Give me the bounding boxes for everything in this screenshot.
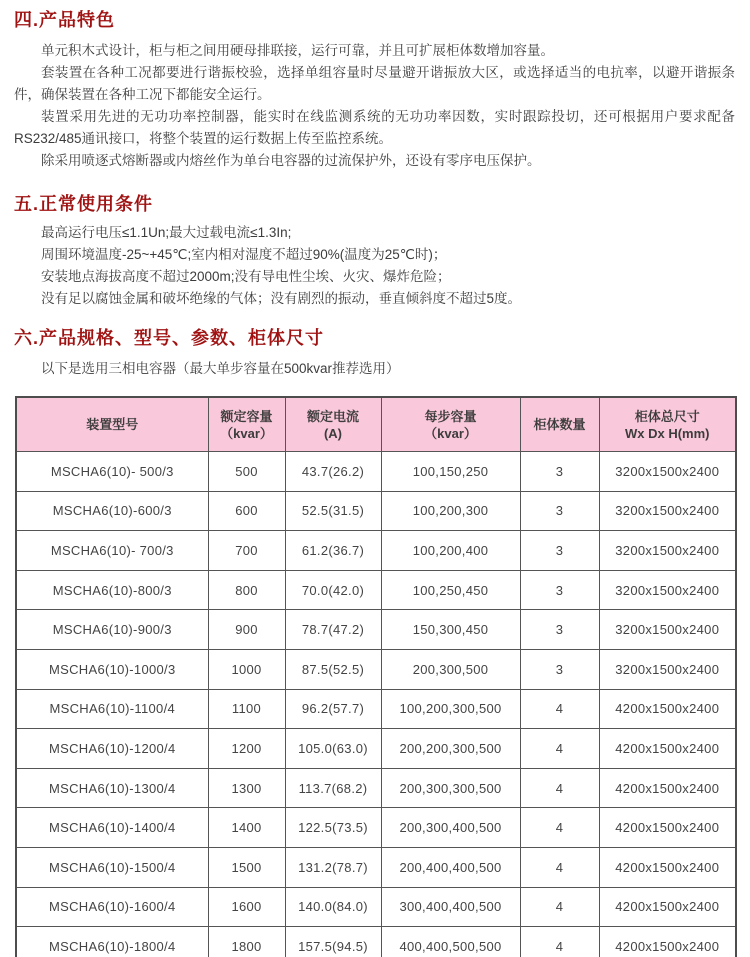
table-cell: 4 [520, 887, 599, 927]
column-header-line1: 每步容量 [424, 408, 477, 424]
table-cell: 200,200,300,500 [381, 729, 520, 769]
table-cell: 96.2(57.7) [285, 689, 381, 729]
condition-line: 安装地点海拔高度不超过2000m;没有导电性尘埃、火灾、爆炸危险； [41, 269, 451, 284]
column-header-1 [208, 397, 285, 452]
table-cell: 3200x1500x2400 [599, 610, 736, 650]
table-cell: 52.5(31.5) [285, 491, 381, 531]
table-cell: 200,400,400,500 [381, 847, 520, 887]
table-cell: MSCHA6(10)-1100/4 [16, 689, 208, 729]
table-cell: 1300 [208, 768, 285, 808]
table-cell: MSCHA6(10)-1800/4 [16, 927, 208, 957]
table-cell: 3200x1500x2400 [599, 452, 736, 492]
table-row [16, 689, 736, 729]
table-cell: 200,300,300,500 [381, 768, 520, 808]
table-cell: 1500 [208, 847, 285, 887]
table-cell: 3 [520, 491, 599, 531]
table-cell: 4 [520, 768, 599, 808]
table-cell: MSCHA6(10)-1600/4 [16, 887, 208, 927]
paragraph: 装置采用先进的无功功率控制器，能实时在线监测系统的无功功率因数，实时跟踪投切，还可根据用户要求配备RS232/485通讯接口，将整个装置的运行数据上传至监控系统。 [14, 109, 735, 146]
table-row [16, 887, 736, 927]
table-cell: MSCHA6(10)-800/3 [16, 570, 208, 610]
table-cell: 100,200,300 [381, 491, 520, 531]
column-header-line1: 柜体总尺寸 [634, 408, 700, 424]
table-cell: 4200x1500x2400 [599, 887, 736, 927]
table-cell: 4 [520, 689, 599, 729]
table-cell: MSCHA6(10)-1300/4 [16, 768, 208, 808]
table-cell: 4 [520, 729, 599, 769]
table-cell: 1600 [208, 887, 285, 927]
table-cell: 43.7(26.2) [285, 452, 381, 492]
table-cell: MSCHA6(10)- 500/3 [16, 452, 208, 492]
table-cell: 3 [520, 570, 599, 610]
table-cell: 4 [520, 927, 599, 957]
table-cell: 157.5(94.5) [285, 927, 381, 957]
table-cell: 4200x1500x2400 [599, 808, 736, 848]
table-cell: 1800 [208, 927, 285, 957]
paragraph: 除采用喷逐式熔断器或内熔丝作为单台电容器的过流保护外，还设有零序电压保护。 [41, 153, 541, 168]
column-header-5 [599, 397, 736, 452]
column-header-line1: 柜体数量 [533, 417, 586, 432]
table-cell: 3200x1500x2400 [599, 570, 736, 610]
table-cell: 3 [520, 610, 599, 650]
table-cell: 3200x1500x2400 [599, 649, 736, 689]
table-cell: 4200x1500x2400 [599, 927, 736, 957]
column-header-line2: Wx Dx H(mm) [624, 425, 710, 441]
condition-line: 没有足以腐蚀金属和破坏绝缘的气体；没有剧烈的振动，垂直倾斜度不超过5度。 [41, 291, 522, 306]
table-header-row [16, 397, 736, 452]
column-header-4 [520, 397, 599, 452]
condition-line: 最高运行电压≤1.1Un;最大过载电流≤1.3In; [41, 225, 292, 240]
table-row [16, 808, 736, 848]
table-cell: 4200x1500x2400 [599, 847, 736, 887]
table-cell: MSCHA6(10)-1400/4 [16, 808, 208, 848]
table-row [16, 570, 736, 610]
table-row [16, 729, 736, 769]
table-cell: 4 [520, 847, 599, 887]
table-cell: 100,250,450 [381, 570, 520, 610]
table-body [16, 452, 736, 957]
table-row [16, 649, 736, 689]
table-cell: MSCHA6(10)- 700/3 [16, 531, 208, 571]
table-cell: 122.5(73.5) [285, 808, 381, 848]
column-header-line2: （kvar） [220, 425, 273, 441]
table-cell: MSCHA6(10)-1500/4 [16, 847, 208, 887]
section-4-paragraphs [14, 40, 735, 172]
table-cell: 3 [520, 452, 599, 492]
table-row [16, 610, 736, 650]
column-header-line2: (A) [323, 425, 343, 441]
column-header-0 [16, 397, 208, 452]
table-cell: 1200 [208, 729, 285, 769]
table-cell: 87.5(52.5) [285, 649, 381, 689]
paragraph: 套装置在各种工况都要进行谐振校验，选择单组容量时尽量避开谐振放大区，或选择适当的电抗率，以避开谐振条件，确保装置在各种工况下都能安全运行。 [14, 65, 735, 102]
column-header-line1: 额定电流 [306, 408, 359, 424]
paragraph: 单元积木式设计，柜与柜之间用硬母排联接，运行可靠，并且可扩展柜体数增加容量。 [41, 43, 554, 58]
table-cell: 140.0(84.0) [285, 887, 381, 927]
table-cell: 150,300,450 [381, 610, 520, 650]
table-cell: 4200x1500x2400 [599, 768, 736, 808]
table-cell: 400,400,500,500 [381, 927, 520, 957]
table-cell: MSCHA6(10)-1000/3 [16, 649, 208, 689]
table-cell: 200,300,500 [381, 649, 520, 689]
section-6-heading: 六.产品规格、型号、参数、柜体尺寸 [14, 328, 324, 348]
table-cell: 3200x1500x2400 [599, 531, 736, 571]
table-cell: 1000 [208, 649, 285, 689]
table-cell: 200,300,400,500 [381, 808, 520, 848]
section-5-heading: 五.正常使用条件 [14, 194, 154, 214]
table-cell: 131.2(78.7) [285, 847, 381, 887]
table-row [16, 927, 736, 957]
section-4-heading: 四.产品特色 [14, 10, 116, 30]
table-cell: 78.7(47.2) [285, 610, 381, 650]
table-row [16, 491, 736, 531]
condition-line: 周围环境温度-25~+45℃;室内相对湿度不超过90%(温度为25℃时)； [41, 247, 447, 262]
table-cell: 4 [520, 808, 599, 848]
table-cell: 70.0(42.0) [285, 570, 381, 610]
table-cell: MSCHA6(10)-1200/4 [16, 729, 208, 769]
column-header-2 [285, 397, 381, 452]
column-header-line1: 额定容量 [220, 408, 273, 424]
table-row [16, 531, 736, 571]
table-cell: 1400 [208, 808, 285, 848]
table-cell: 3200x1500x2400 [599, 491, 736, 531]
table-cell: MSCHA6(10)-900/3 [16, 610, 208, 650]
table-cell: 500 [208, 452, 285, 492]
table-cell: 105.0(63.0) [285, 729, 381, 769]
table-intro-note: 以下是选用三相电容器（最大单步容量在500kvar推荐选用） [41, 361, 400, 376]
table-cell: 300,400,400,500 [381, 887, 520, 927]
spec-table [15, 396, 737, 957]
table-row [16, 847, 736, 887]
table-cell: 900 [208, 610, 285, 650]
table-cell: 600 [208, 491, 285, 531]
column-header-line2: （kvar） [424, 425, 477, 441]
column-header-line1: 装置型号 [86, 417, 139, 432]
column-header-3 [381, 397, 520, 452]
table-cell: 700 [208, 531, 285, 571]
table-cell: 100,150,250 [381, 452, 520, 492]
table-cell: 3 [520, 649, 599, 689]
table-cell: 4200x1500x2400 [599, 729, 736, 769]
table-cell: 800 [208, 570, 285, 610]
table-cell: 1100 [208, 689, 285, 729]
table-cell: 100,200,400 [381, 531, 520, 571]
section-5-conditions [14, 222, 735, 310]
table-cell: 4200x1500x2400 [599, 689, 736, 729]
table-cell: 61.2(36.7) [285, 531, 381, 571]
table-cell: 113.7(68.2) [285, 768, 381, 808]
table-row [16, 768, 736, 808]
table-cell: 100,200,300,500 [381, 689, 520, 729]
table-cell: MSCHA6(10)-600/3 [16, 491, 208, 531]
table-row [16, 452, 736, 492]
table-cell: 3 [520, 531, 599, 571]
